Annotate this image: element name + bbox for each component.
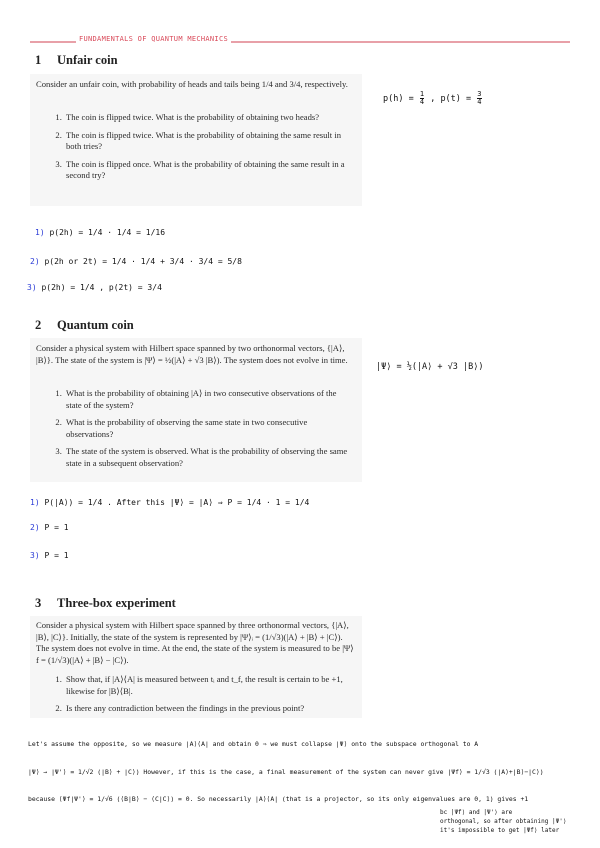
ph-fraction: $\frac{1}{4}$: [419, 90, 425, 106]
section-3-box: [30, 616, 362, 718]
section-1-margin-note: p(h) = $\frac{1}{4}$ , p(t) = $\frac{3}{4}$: [383, 90, 482, 106]
question-item: 1. What is the probability of obtaining |A⟩ in two consecutive observations of the state of the system?: [64, 388, 354, 411]
answer-2-3: 3) P = 1: [30, 551, 69, 560]
question-item: 3. The state of the system is observed. What is the probability of observing the same state in a subsequent observation?: [64, 446, 354, 469]
section-1-title: Unfair coin: [57, 53, 118, 67]
pt-fraction: $\frac{3}{4}$: [477, 90, 482, 106]
answer-2-2: 2) P = 1: [30, 523, 69, 532]
page-header-title: FUNDAMENTALS OF QUANTUM MECHANICS: [76, 35, 231, 43]
answer-3-line-3: because ⟨Ψf|Ψ'⟩ = 1/√6 (⟨B|B⟩ − ⟨C|C⟩) = 0. So necessarily |A⟩⟨A| (that is a projector, so its only eigenvalues are 0, 1) gives +1: [28, 795, 529, 803]
answer-3-side-note: bc |Ψf⟩ and |Ψ'⟩ are orthogonal, so after obtaining |Ψ'⟩ it's impossible to get |Ψf⟩ later: [440, 809, 567, 834]
answer-3-line-2: |Ψ⟩ → |Ψ'⟩ = 1/√2 (|B⟩ + |C⟩) However, if this is the case, a final measurement of the system can never give |Ψf⟩ = 1/√3 (|A⟩+|B⟩−|C⟩): [28, 768, 544, 776]
section-3-heading: [35, 596, 176, 611]
section-2-margin-note: |Ψ⟩ = ½(|A⟩ + √3 |B⟩): [376, 362, 484, 372]
question-item: 2. Is there any contradiction between the findings in the previous point?: [64, 703, 354, 715]
question-item: 1. The coin is flipped twice. What is the probability of obtaining two heads?: [64, 112, 354, 124]
section-3-intro: Consider a physical system with Hilbert space spanned by three orthonormal vectors, {|A⟩, |B⟩, |C⟩}. Initially, the state of the system is represented by |Ψ⟩ᵢ = (1/√3)(|A⟩ + |B⟩ + |C⟩). The system does not evolve in time. At the end, the state of the system is measured to be |Ψ⟩f = (1/√3)(|A⟩ + |B⟩ − |C⟩).: [36, 620, 354, 665]
section-2-box: [30, 338, 362, 482]
answer-1-3: 3) p(2h) = 1/4 , p(2t) = 3/4: [27, 283, 162, 292]
section-2-questions: [44, 388, 354, 475]
section-3-number: 3: [35, 596, 42, 610]
section-2-heading: [35, 318, 134, 333]
section-1-intro: Consider an unfair coin, with probability of heads and tails being 1/4 and 3/4, respectively.: [36, 79, 348, 89]
section-1-questions: [44, 112, 354, 188]
answer-3-line-1: Let's assume the opposite, so we measure |A⟩⟨A| and obtain 0 ⇒ we must collapse |Ψ⟩ onto the subspace orthogonal to A: [28, 740, 479, 748]
question-item: 3. The coin is flipped once. What is the probability of obtaining the same result in a second try?: [64, 159, 354, 182]
section-2-intro: Consider a physical system with Hilbert space spanned by two orthonormal vectors, {|A⟩, |B⟩}. The state of the system is |Ψ⟩ = ½(|A⟩ + √3 |B⟩). The system does not evolve in time.: [36, 343, 348, 365]
section-3-questions: [44, 674, 354, 721]
pt-label: p(t) =: [440, 94, 472, 104]
section-2-number: 2: [35, 318, 42, 332]
section-1-number: 1: [35, 53, 42, 67]
section-1-heading: [35, 53, 118, 68]
answer-2-1: 1) P(|A⟩) = 1/4 . After this |Ψ⟩ = |A⟩ ⇒ P = 1/4 · 1 = 1/4: [30, 498, 310, 507]
question-item: 2. What is the probability of observing the same state in two consecutive observations?: [64, 417, 354, 440]
answer-1-2: 2) p(2h or 2t) = 1/4 · 1/4 + 3/4 · 3/4 = 5/8: [30, 257, 242, 266]
section-2-title: Quantum coin: [57, 318, 134, 332]
ph-label: p(h) =: [383, 94, 414, 104]
section-1-box: [30, 74, 362, 206]
section-3-title: Three-box experiment: [57, 596, 176, 610]
question-item: 1. Show that, if |A⟩⟨A| is measured between tᵢ and t_f, the result is certain to be +1, likewise for |B⟩⟨B|.: [64, 674, 354, 697]
question-item: 2. The coin is flipped twice. What is the probability of obtaining the same result in both tries?: [64, 130, 354, 153]
answer-1-1: 1) p(2h) = 1/4 · 1/4 = 1/16: [35, 228, 166, 237]
